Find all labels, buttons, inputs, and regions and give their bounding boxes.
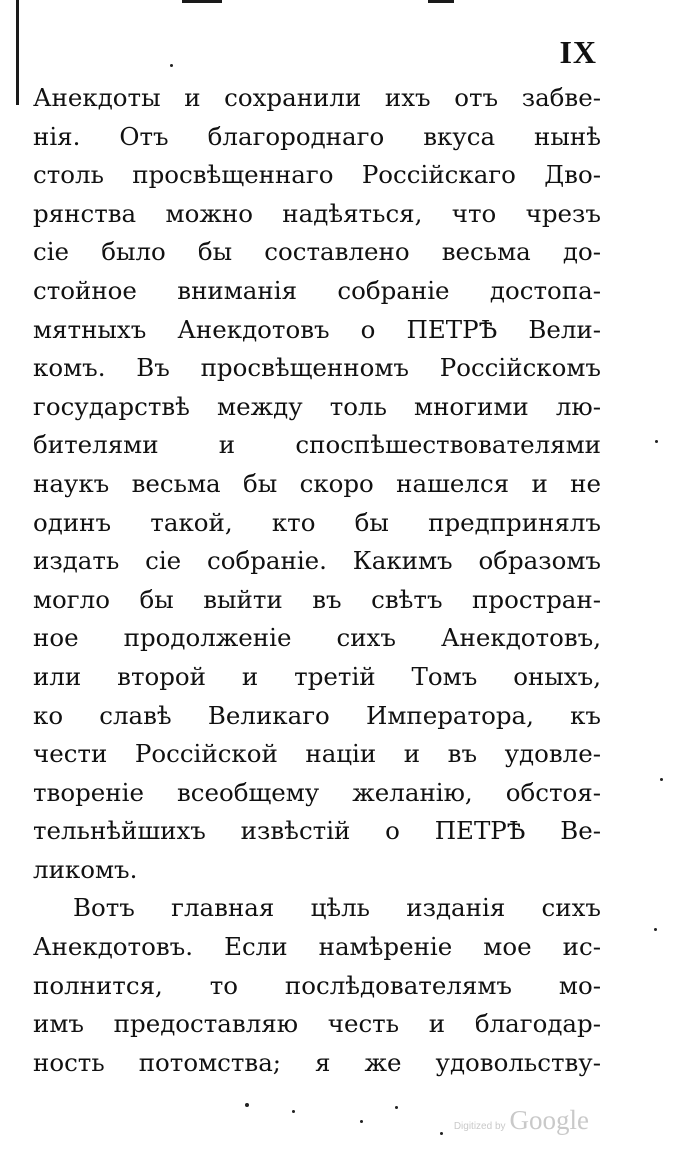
paragraph-line: Вотъ главная цѣль изданія сихъ: [73, 893, 601, 923]
google-logo: Google: [509, 1105, 589, 1135]
body-text: [33, 79, 601, 1082]
text-line: одинъ такой, кто бы предпринялъ: [33, 507, 601, 537]
paragraph-line: ность потомства; я же удовольству-: [33, 1047, 601, 1077]
ink-speck: [660, 778, 663, 781]
text-line: тельнѣйшихъ извѣстій о ПЕТРѢ Ве-: [33, 816, 601, 846]
text-line: издать сіе собраніе. Какимъ образомъ: [33, 546, 601, 576]
ink-speck: [245, 1103, 249, 1107]
text-line: стойное вниманія собраніе достопа-: [33, 275, 601, 305]
ink-speck: [440, 1132, 443, 1135]
page-number: IX: [559, 34, 597, 70]
margin-line: [16, 0, 19, 105]
text-line: государствѣ между толь многими лю-: [33, 391, 601, 421]
paragraph-line: полнится, то послѣдователямъ мо-: [33, 970, 601, 1000]
ink-speck: [395, 1106, 398, 1109]
text-line: ко славѣ Великаго Императора, къ: [33, 700, 601, 730]
ink-speck: [292, 1110, 295, 1113]
ink-speck: [360, 1120, 363, 1123]
text-line: ное продолженіе сихъ Анекдотовъ,: [33, 623, 601, 653]
ink-speck: [654, 928, 657, 931]
text-line: ликомъ.: [33, 854, 138, 884]
text-line: бителями и споспѣшествователями: [33, 430, 601, 460]
text-line: твореніе всеобщему желанію, обстоя-: [33, 777, 601, 807]
text-line: мятныхъ Анекдотовъ о ПЕТРѢ Вели-: [33, 314, 601, 344]
text-line: нія. Отъ благороднаго вкуса нынѣ: [33, 121, 601, 151]
paragraph-line: Анекдотовъ. Если намѣреніе мое ис-: [33, 932, 601, 962]
ink-speck: [170, 64, 173, 67]
paragraph-line: имъ предоставляю честь и благодар-: [33, 1009, 601, 1039]
top-edge-mark: [182, 0, 222, 3]
text-line: комъ. Въ просвѣщенномъ Россійскомъ: [33, 353, 601, 383]
text-line: чести Россійской націи и въ удовле-: [33, 739, 601, 769]
watermark-caption: Digitized by: [453, 1121, 506, 1132]
text-line: Анекдоты и сохранили ихъ отъ забве-: [33, 83, 601, 112]
text-line: рянства можно надѣяться, что чрезъ: [33, 198, 601, 228]
text-line: сіе было бы составлено весьма до-: [33, 237, 601, 267]
digitized-watermark: [454, 1105, 589, 1136]
text-line: наукъ весьма бы скоро нашелся и не: [33, 468, 601, 498]
top-edge-mark: [428, 0, 454, 3]
ink-speck: [655, 440, 658, 443]
text-line: могло бы выйти въ свѣтъ простран-: [33, 584, 601, 614]
text-line: столь просвѣщеннаго Россійскаго Дво-: [33, 160, 601, 190]
text-line: или второй и третій Томъ оныхъ,: [33, 661, 601, 691]
